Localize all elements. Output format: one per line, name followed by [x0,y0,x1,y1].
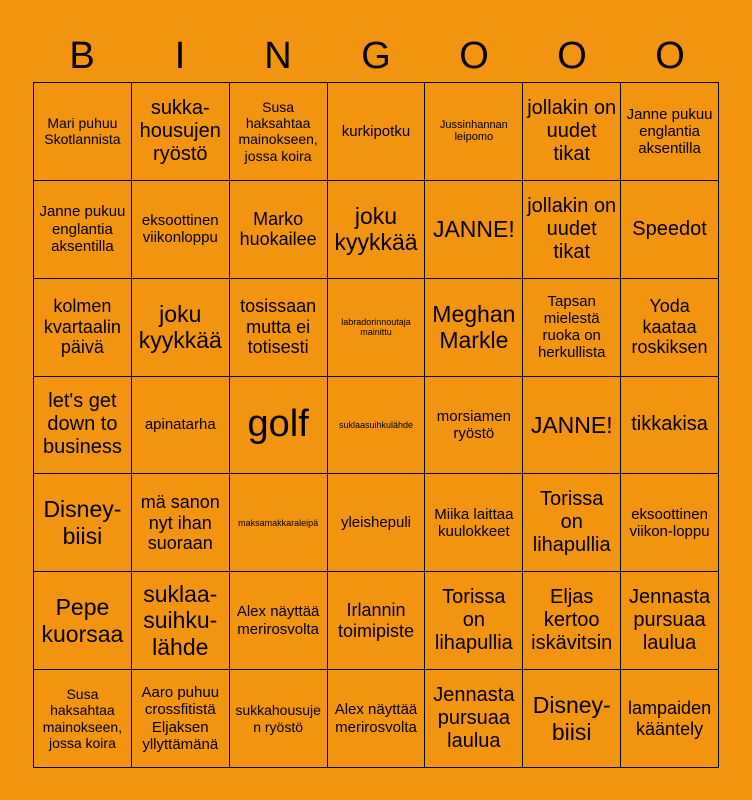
bingo-cell[interactable]: Jennasta pursuaa laulua [425,670,523,768]
bingo-cell[interactable]: Janne pukuu englantia aksentilla [34,181,132,279]
bingo-cell[interactable]: Torissa on lihapullia [425,572,523,670]
bingo-cell[interactable]: let's get down to business [34,377,132,475]
bingo-cell[interactable]: kurkipotku [328,83,426,181]
bingo-cell[interactable]: tikkakisa [621,377,719,475]
bingo-cell[interactable]: Aaro puhuu crossfitistä Eljaksen yllyttämänä [132,670,230,768]
bingo-cell[interactable]: Pepe kuorsaa [34,572,132,670]
header-letter-o2: O [557,35,587,77]
bingo-cell[interactable]: Eljas kertoo iskävitsin [523,572,621,670]
bingo-cell[interactable]: Miika laittaa kuulokkeet [425,474,523,572]
bingo-cell[interactable]: Susa haksahtaa mainokseen, jossa koira [230,83,328,181]
bingo-cell[interactable]: Disney-biisi [523,670,621,768]
bingo-cell[interactable]: Jennasta pursuaa laulua [621,572,719,670]
bingo-cell[interactable]: eksoottinen viikonloppu [132,181,230,279]
bingo-cell[interactable]: Tapsan mielestä ruoka on herkullista [523,279,621,377]
header-letter-n: N [264,35,292,77]
header-letter-o3: O [655,35,685,77]
bingo-cell[interactable]: Irlannin toimipiste [328,572,426,670]
bingo-grid [33,82,719,768]
bingo-cell[interactable]: apinatarha [132,377,230,475]
bingo-cell[interactable]: lampaiden kääntely [621,670,719,768]
bingo-cell[interactable]: JANNE! [425,181,523,279]
header-letter-i: I [174,35,186,77]
bingo-cell[interactable]: sukka-housujen ryöstö [132,83,230,181]
header-letter-o1: O [459,35,489,77]
bingo-cell[interactable]: Torissa on lihapullia [523,474,621,572]
bingo-cell[interactable]: golf [230,377,328,475]
bingo-cell[interactable]: Yoda kaataa roskiksen [621,279,719,377]
bingo-cell[interactable]: Alex näyttää merirosvolta [230,572,328,670]
bingo-cell[interactable]: Alex näyttää merirosvolta [328,670,426,768]
bingo-cell[interactable]: sukkahousujen ryöstö [230,670,328,768]
bingo-cell[interactable]: eksoottinen viikon-loppu [621,474,719,572]
bingo-cell[interactable]: yleishepuli [328,474,426,572]
bingo-cell[interactable]: labradorinnoutaja mainittu [328,279,426,377]
bingo-cell[interactable]: suklaa-suihku-lähde [132,572,230,670]
bingo-cell[interactable]: jollakin on uudet tikat [523,181,621,279]
bingo-cell[interactable]: morsiamen ryöstö [425,377,523,475]
bingo-cell[interactable]: Janne pukuu englantia aksentilla [621,83,719,181]
bingo-cell[interactable]: kolmen kvartaalin päivä [34,279,132,377]
header-letter-g: G [361,35,391,77]
bingo-cell[interactable]: Disney-biisi [34,474,132,572]
bingo-cell[interactable]: JANNE! [523,377,621,475]
bingo-cell[interactable]: joku kyykkää [132,279,230,377]
bingo-cell[interactable]: Speedot [621,181,719,279]
bingo-cell[interactable]: suklaasuihkulähde [328,377,426,475]
bingo-header [33,30,719,82]
bingo-cell[interactable]: jollakin on uudet tikat [523,83,621,181]
bingo-cell[interactable]: Meghan Markle [425,279,523,377]
bingo-cell[interactable]: maksamakkaraleipä [230,474,328,572]
bingo-cell[interactable]: tosissaan mutta ei totisesti [230,279,328,377]
bingo-cell[interactable]: mä sanon nyt ihan suoraan [132,474,230,572]
bingo-cell[interactable]: joku kyykkää [328,181,426,279]
bingo-cell[interactable]: Susa haksahtaa mainokseen, jossa koira [34,670,132,768]
bingo-cell[interactable]: Jussinhannan leipomo [425,83,523,181]
bingo-cell[interactable]: Mari puhuu Skotlannista [34,83,132,181]
header-letter-b: B [69,35,95,77]
bingo-cell[interactable]: Marko huokailee [230,181,328,279]
